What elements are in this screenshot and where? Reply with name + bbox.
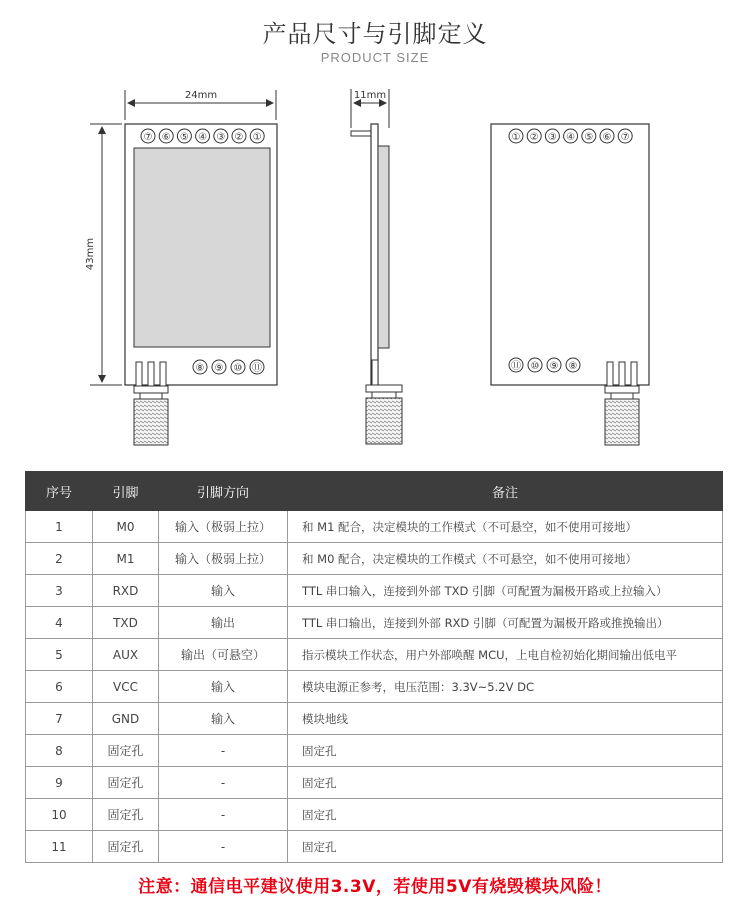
cell-direction: 输出 [159, 607, 288, 639]
antenna-pin [148, 362, 154, 388]
pin-number-label: ⑨ [549, 361, 559, 372]
cell-direction: 输入 [159, 575, 288, 607]
cell-index: 6 [26, 671, 93, 703]
cell-direction: 输入 [159, 671, 288, 703]
side-antenna-base [366, 385, 402, 392]
cell-notes: TTL 串口输出，连接到外部 RXD 引脚（可配置为漏极开路或推挽输出） [288, 607, 723, 639]
cell-index: 11 [26, 831, 93, 863]
pin-number-label: ⑦ [143, 132, 153, 143]
cell-index: 5 [26, 639, 93, 671]
header-notes: 备注 [288, 472, 723, 511]
antenna-pin [136, 362, 142, 388]
table-body [26, 511, 723, 863]
table-row [26, 799, 723, 831]
table-header-row [26, 472, 723, 511]
width-dim-label: 24mm [184, 90, 218, 101]
table-row [26, 735, 723, 767]
antenna-pin [607, 362, 613, 388]
cell-direction: 输入 [159, 703, 288, 735]
cell-notes: 固定孔 [288, 831, 723, 863]
cell-notes: 固定孔 [288, 799, 723, 831]
cell-index: 3 [26, 575, 93, 607]
antenna-pin [619, 362, 625, 388]
cell-pin: 固定孔 [93, 735, 159, 767]
pin-number-label: ⑥ [602, 132, 612, 143]
cell-notes: 模块电源正参考，电压范围：3.3V~5.2V DC [288, 671, 723, 703]
pin-number-label: ⑧ [568, 361, 578, 372]
header-index: 序号 [26, 472, 93, 511]
antenna-thread [134, 399, 168, 445]
cell-direction: - [159, 767, 288, 799]
table-row [26, 607, 723, 639]
antenna-neck [140, 393, 162, 399]
pin-number-label: ① [252, 132, 262, 143]
cell-direction: - [159, 735, 288, 767]
table-row [26, 543, 723, 575]
pin-number-label: ⑤ [179, 132, 189, 143]
pin-number-label: ⑩ [233, 363, 243, 374]
antenna-neck [611, 393, 633, 399]
side-view [351, 89, 402, 444]
cell-direction: - [159, 831, 288, 863]
antenna-base [605, 386, 639, 393]
cell-direction: 输入（极弱上拉） [159, 543, 288, 575]
table-row [26, 703, 723, 735]
pin-number-label: ⑪ [252, 363, 262, 374]
cell-notes: 固定孔 [288, 735, 723, 767]
cell-pin: AUX [93, 639, 159, 671]
pin-number-label: ⑨ [214, 363, 224, 374]
side-pin-header [351, 131, 373, 136]
page-title: 产品尺寸与引脚定义 [262, 20, 488, 48]
antenna-pin [160, 362, 166, 388]
pin-number-label: ⑩ [530, 361, 540, 372]
cell-index: 2 [26, 543, 93, 575]
header-direction: 引脚方向 [159, 472, 288, 511]
header-pin: 引脚 [93, 472, 159, 511]
pin-definition-table [25, 471, 723, 863]
cell-notes: 和 M1 配合，决定模块的工作模式（不可悬空，如不使用可接地） [288, 511, 723, 543]
page-subtitle: PRODUCT SIZE [320, 50, 430, 65]
side-board [371, 124, 378, 385]
table-row [26, 511, 723, 543]
cell-index: 7 [26, 703, 93, 735]
pin-number-label: ③ [216, 132, 226, 143]
table-row [26, 575, 723, 607]
cell-pin: VCC [93, 671, 159, 703]
pin-number-label: ⑧ [195, 363, 205, 374]
cell-index: 4 [26, 607, 93, 639]
cell-notes: 和 M0 配合，决定模块的工作模式（不可悬空，如不使用可接地） [288, 543, 723, 575]
cell-direction: - [159, 799, 288, 831]
cell-index: 1 [26, 511, 93, 543]
height-dim-label: 43mm [85, 237, 96, 271]
cell-notes: TTL 串口输入，连接到外部 TXD 引脚（可配置为漏极开路或上拉输入） [288, 575, 723, 607]
antenna-thread [605, 399, 639, 445]
cell-pin: RXD [93, 575, 159, 607]
back-board-outline [491, 124, 649, 385]
cell-direction: 输出（可悬空） [159, 639, 288, 671]
cell-pin: M1 [93, 543, 159, 575]
front-view [85, 90, 277, 445]
cell-notes: 指示模块工作状态，用户外部唤醒 MCU，上电自检初始化期间输出低电平 [288, 639, 723, 671]
pin-number-label: ⑪ [511, 361, 521, 372]
thickness-dim-label: 11mm [353, 90, 387, 101]
cell-pin: TXD [93, 607, 159, 639]
pin-number-label: ② [529, 132, 539, 143]
table-row [26, 671, 723, 703]
side-antenna-thread [366, 398, 402, 444]
pin-number-label: ③ [547, 132, 557, 143]
cell-pin: M0 [93, 511, 159, 543]
cell-pin: 固定孔 [93, 831, 159, 863]
front-shield [134, 148, 270, 347]
pin-number-label: ① [511, 132, 521, 143]
side-antenna-neck [372, 392, 396, 398]
antenna-base [134, 386, 168, 393]
pin-number-label: ④ [198, 132, 208, 143]
back-view [491, 124, 649, 445]
cell-index: 9 [26, 767, 93, 799]
warning-text: 注意：通信电平建议使用3.3V，若使用5V有烧毁模块风险！ [138, 877, 612, 897]
pin-number-label: ⑤ [584, 132, 594, 143]
cell-pin: GND [93, 703, 159, 735]
dimension-drawing [0, 85, 750, 455]
pin-number-label: ② [234, 132, 244, 143]
cell-pin: 固定孔 [93, 767, 159, 799]
table-row [26, 767, 723, 799]
pin-number-label: ⑥ [161, 132, 171, 143]
antenna-pin [631, 362, 637, 388]
pin-number-label: ④ [566, 132, 576, 143]
cell-pin: 固定孔 [93, 799, 159, 831]
cell-index: 10 [26, 799, 93, 831]
side-shield [378, 146, 389, 348]
side-antenna-pin [372, 360, 378, 385]
cell-direction: 输入（极弱上拉） [159, 511, 288, 543]
cell-index: 8 [26, 735, 93, 767]
cell-notes: 固定孔 [288, 767, 723, 799]
pin-number-label: ⑦ [620, 132, 630, 143]
cell-notes: 模块地线 [288, 703, 723, 735]
table-row [26, 831, 723, 863]
table-row [26, 639, 723, 671]
